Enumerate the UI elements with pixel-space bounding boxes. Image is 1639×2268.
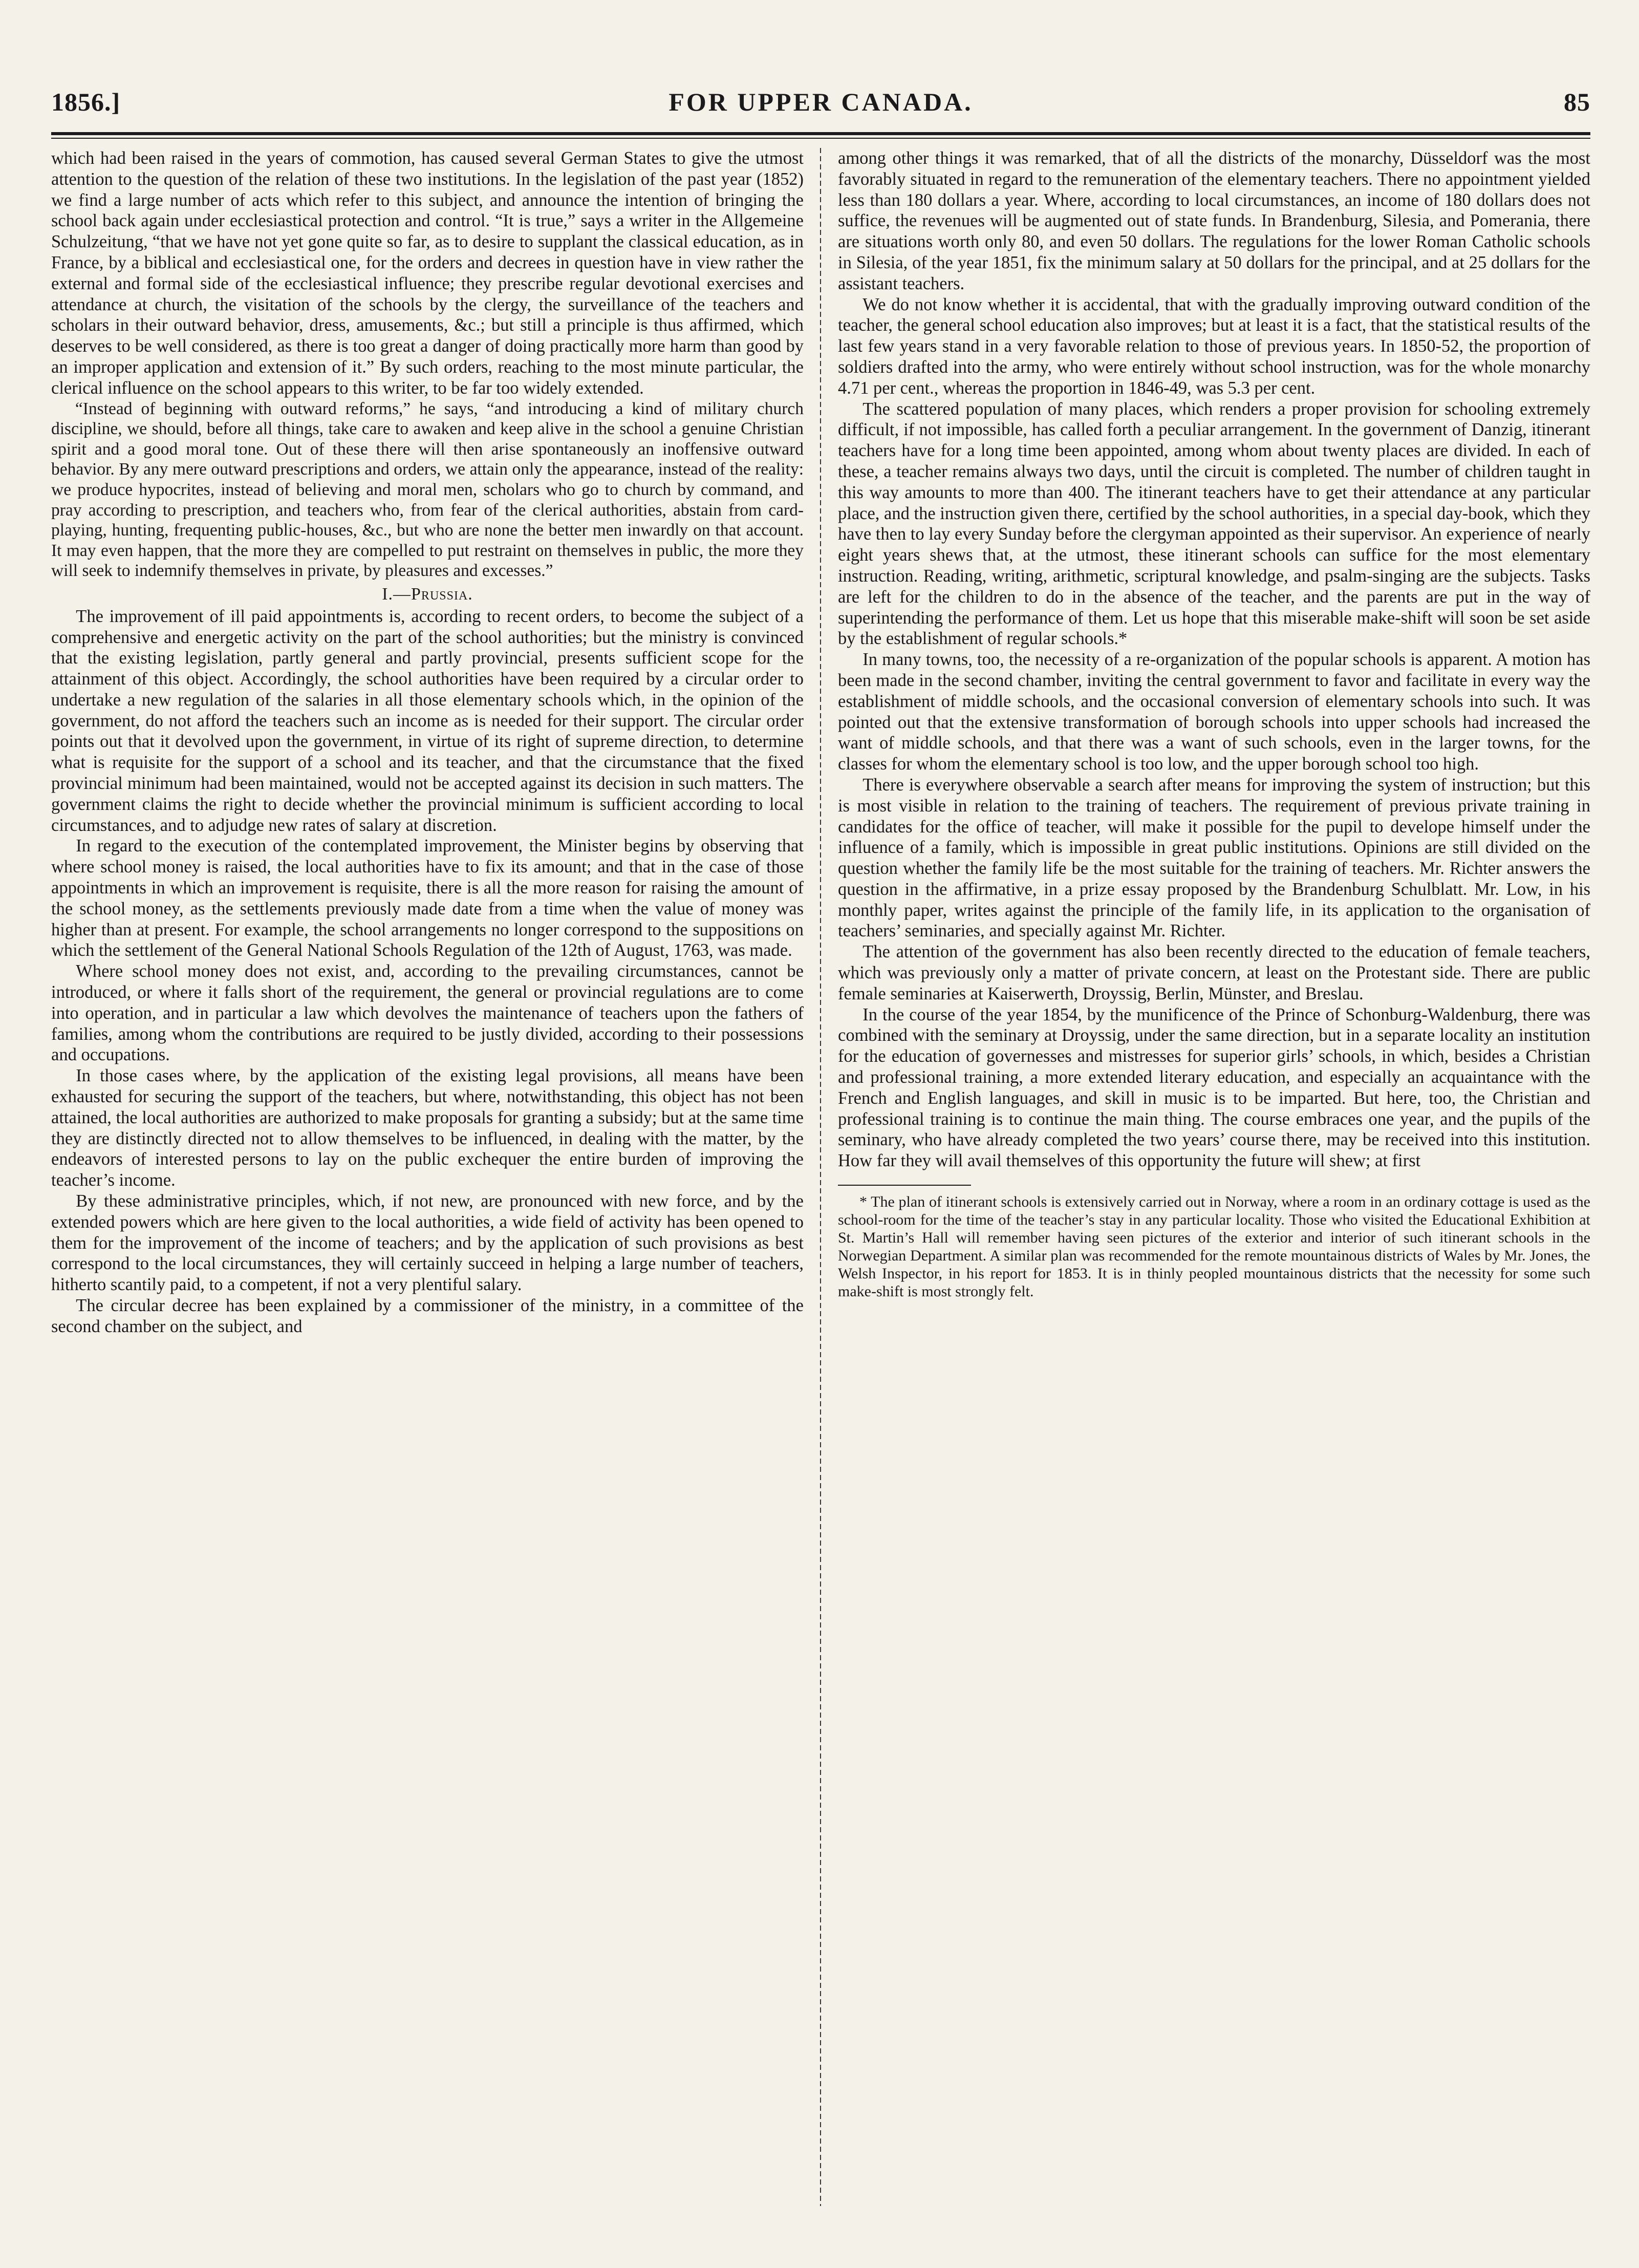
left-paragraph: In regard to the execution of the contemplated improvement, the Minister begins by observing that where school money is raised, the local authorities have to fix its amount; and that in the case of those appointments in which an improvement is requisite, there is all the more reason for raising the amount of the school money, as the settlements previously made date from a time when the value of money was higher than at present. For example, the school arrangements no longer correspond to the suppositions on which the settlement of the General National Schools Regulation of the 12th of August, 1763, was made. — [51, 836, 804, 960]
right-paragraph: The scattered population of many places, which renders a proper provision for schooling extremely difficult, if not impossible, has called forth a peculiar arrangement. In the government of Danzig, itinerant teachers have for a long time been appointed, among whom about twenty places are divided. In each of these, a teacher remains always two days, until the circuit is completed. The number of children taught in this way amounts to more than 400. The itinerant teachers have to get their attendance at any particular place, and the instruction given there, certified by the school authorities, in a special day-book, which they have then to lay every Sunday before the clergyman appointed as their supervisor. An experience of nearly eight years shews that, at the utmost, these itinerant schools can suffice for the most elementary instruction. Reading, writing, arithmetic, scriptural knowledge, and psalm-singing are the subjects. Tasks are left for the children to do in the absence of the teacher, and the parents are put in the way of superintending the performance of them. Let us hope that this miserable make-shift will soon be set aside by the establishment of regular schools.* — [838, 399, 1590, 649]
left-paragraph: Where school money does not exist, and, according to the prevailing circumstances, cannot be introduced, or where it falls short of the requirement, the general or provincial regulations are to come into operation, and in particular a law which devolves the maintenance of teachers upon the fathers of families, among whom the contributions are required to be justly divided, according to their possessions and occupations. — [51, 961, 804, 1065]
header-page-number: 85 — [1564, 88, 1590, 116]
header-rule-thin — [51, 138, 1590, 139]
right-paragraph: There is everywhere observable a search after means for improving the system of instruction; but this is most visible in relation to the training of teachers. The requirement of previous private training in candidates for the office of teacher, will make it possible for the pupil to develope himself under the influence of a family, which is impossible in great public institutions. Opinions are still divided on the question whether the family life be the most suitable for the training of teachers. Mr. Richter answers the question in the affirmative, in a prize essay proposed by the Brandenburg Schulblatt. Mr. Low, in his monthly paper, writes against the principle of the family life, in its application to the organisation of teachers’ seminaries, and specially against Mr. Richter. — [838, 775, 1590, 941]
right-paragraph: We do not know whether it is accidental, that with the gradually improving outward condition of the teacher, the general school education also improves; but at least it is a fact, that the statistical results of the last few years stand in a very favorable relation to those of previous years. In 1850-52, the proportion of soldiers drafted into the army, who were entirely without school instruction, was for the whole monarchy 4.71 per cent., whereas the proportion in 1846-49, was 5.3 per cent. — [838, 294, 1590, 398]
right-column — [838, 148, 1590, 1337]
quote-paragraph: “Instead of beginning with outward reforms,” he says, “and introducing a kind of military church discipline, we should, before all things, take care to awaken and keep alive in the school a genuine Christian spirit and a good moral tone. Out of these there will then arise spontaneously an inoffensive outward behavior. By any mere outward prescriptions and orders, we attain only the appearance, instead of the reality: we produce hypocrites, instead of believing and moral men, scholars who go to church by command, and pray according to prescription, and teachers who, from fear of the clerical authorities, abstain from card-playing, hunting, frequenting public-houses, &c., but who are none the better men inwardly on that account. It may even happen, that the more they are compelled to put restraint on themselves in public, the more they will seek to indemnify themselves in private, by pleasures and excesses.” — [51, 399, 804, 581]
right-paragraph: In the course of the year 1854, by the munificence of the Prince of Schonburg-Waldenburg, there was combined with the seminary at Droyssig, under the same direction, but in a separate locality an institution for the education of governesses and mistresses for superior girls’ schools, in which, besides a Christian and professional training, a more extended literary education, and especially an acquaintance with the French and English languages, and skill in music is to be imparted. But here, too, the Christian and professional training is to continue the main thing. The course embraces one year, and the pupils of the seminary, who have already completed the two years’ course there, may be received into this institution. How far they will avail themselves of this opportunity the future will shew; at first — [838, 1004, 1590, 1171]
section-heading — [51, 584, 804, 605]
header-title: FOR UPPER CANADA. — [668, 88, 973, 116]
footnote-rule — [838, 1185, 971, 1186]
left-paragraph: By these administrative principles, which, if not new, are pronounced with new force, and by the extended powers which are here given to the local authorities, a wide field of activity has been opened to them for the improvement of the income of teachers; and by the application of such provisions as best correspond to the local circumstances, they will certainly succeed in helping a large number of teachers, hitherto scantily paid, to a competent, if not a very plentiful salary. — [51, 1191, 804, 1295]
header-rule-thick — [51, 132, 1590, 135]
right-paragraph: In many towns, too, the necessity of a re-organization of the popular schools is apparent. A motion has been made in the second chamber, inviting the central government to favor and facilitate in every way the establishment of middle schools, and the occasional conversion of elementary schools into such. It was pointed out that the extensive transformation of borough schools into upper schools had increased the want of middle schools, and that there was a want of such schools, even in the larger towns, for the classes for whom the elementary school is too low, and the upper borough school too high. — [838, 650, 1590, 774]
left-paragraph: In those cases where, by the application of the existing legal provisions, all means have been exhausted for securing the support of the teachers, but where, notwithstanding, this object has not been attained, the local authorities are authorized to make proposals for granting a subsidy; but at the same time they are distinctly directed not to allow themselves to be influenced, in dealing with the matter, by the endeavors of interested persons to lay on the public exchequer the entire burden of improving the teacher’s income. — [51, 1066, 804, 1190]
column-divider — [820, 148, 821, 2206]
section-heading-text: I.—Prussia. — [382, 584, 473, 604]
right-paragraph: among other things it was remarked, that of all the districts of the monarchy, Düsseldorf was the most favorably situated in regard to the remuneration of the elementary teachers. There no appointment yielded less than 180 dollars a year. Where, according to local circumstances, an income of 180 dollars does not suffice, the revenues will be augmented out of state funds. In Brandenburg, Silesia, and Pomerania, there are situations worth only 80, and even 50 dollars. The regulations for the lower Roman Catholic schools in Silesia, of the year 1851, fix the minimum salary at 50 dollars for the principal, and at 25 dollars for the assistant teachers. — [838, 148, 1590, 293]
left-paragraph: The circular decree has been explained by a commissioner of the ministry, in a committee of the second chamber on the subject, and — [51, 1296, 804, 1336]
intro-paragraph: which had been raised in the years of commotion, has caused several German States to give the utmost attention to the question of the relation of these two institutions. In the legislation of the past year (1852) we find a large number of acts which refer to this subject, and announce the intention of bringing the school back again under ecclesiastical protection and control. “It is true,” says a writer in the Allgemeine Schulzeitung, “that we have not yet gone quite so far, as to desire to supplant the classical education, as in France, by a biblical and ecclesiastical one, for the orders and decrees in question have in view rather the external and formal side of the ecclesiastical influence; they prescribe regular devotional exercises and attendance at church, the visitation of the schools by the clergy, the surveillance of the teachers and scholars in their outward behavior, dress, amusements, &c.; but still a principle is thus affirmed, which deserves to be well considered, as there is too great a danger of doing practically more harm than good by an improper application and extension of it.” By such orders, reaching to the most minute particular, the clerical influence on the school appears to this writer, to be far too widely extended. — [51, 148, 804, 398]
page-header — [51, 87, 1590, 123]
left-paragraph: The improvement of ill paid appointments is, according to recent orders, to become the subject of a comprehensive and energetic activity on the part of the school authorities; but the ministry is convinced that the existing legislation, partly general and partly provincial, presents sufficient scope for the attainment of this object. Accordingly, the school authorities have been required by a circular order to undertake a new regulation of the salaries in all those elementary schools which, in the opinion of the government, do not afford the teachers such an income as is needed for their support. The circular order points out that it devolved upon the government, in virtue of its right of supreme direction, to determine what is requisite for the support of a school and its teacher, and that the circumstance that the fixed provincial minimum had been maintained, would not be accepted against its decision in such matters. The government claims the right to decide whether the provincial minimum is sufficient according to local circumstances, and to adjudge new rates of salary at discretion. — [51, 606, 804, 835]
right-paragraph: The attention of the government has also been recently directed to the education of female teachers, which was previously only a matter of private concern, at least on the Protestant side. There are public female seminaries at Kaiserwerth, Droyssig, Berlin, Münster, and Breslau. — [838, 942, 1590, 1003]
article-columns — [51, 148, 1590, 1337]
left-column — [51, 148, 804, 1337]
header-year: 1856.] — [51, 88, 121, 116]
footnote: * The plan of itinerant schools is extensively carried out in Norway, where a room in an ordinary cottage is used as the school-room for the time of the teacher’s stay in any particular locality. Those who visited the Educational Exhibition at St. Martin’s Hall will remember having seen pictures of the exterior and interior of such itinerant schools in the Norwegian Department. A similar plan was recommended for the remote mountainous districts of Wales by Mr. Jones, the Welsh Inspector, in his report for 1853. It is in thinly peopled mountainous districts that the necessity for some such make-shift is most strongly felt. — [838, 1193, 1590, 1300]
